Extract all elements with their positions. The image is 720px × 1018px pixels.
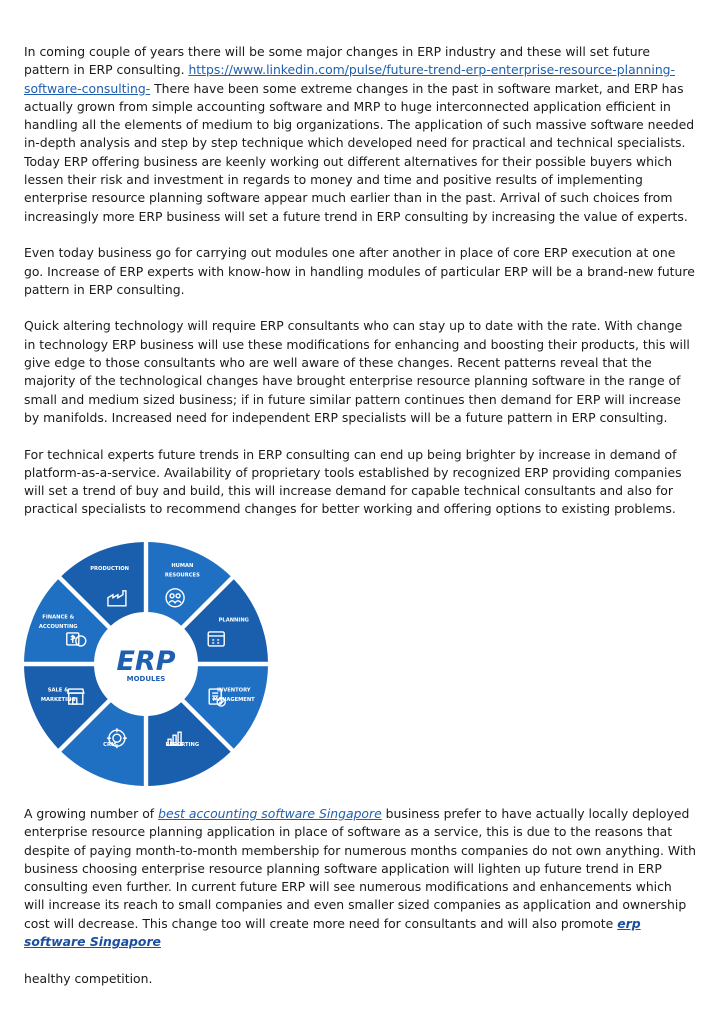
paragraph-1 (24, 43, 696, 226)
paragraph-1-end: There have been some extreme changes in the past in software market, and ERP has actually grown from simple accounting software and MRP to huge interconnected application efficient in handling all the elements of medium to big organizations. The application of such massive software needed in-depth analysis and step by step technique which developed need for practical and technical specialists. Today ERP offering business are keenly working out different alternatives for their possible buyers which lessen their risk and investment in regards to money and time and positive results of implementing enterprise resource planning software appear much earlier than in the past. Arrival of such choices from increasingly more ERP business will set a future trend in ERP consulting by increasing the value of experts. (24, 80, 695, 224)
segment-label: REPORTING (165, 741, 200, 748)
segment-label: PLANNING (218, 617, 249, 624)
segment-label: PRODUCTION (90, 566, 130, 573)
article-body (24, 43, 696, 537)
segment-label: ACCOUNTING (38, 624, 78, 631)
paragraph-3: Quick altering technology will require ERP consultants who can stay up to date with the rate. With change in technology ERP business will use these modifications for enhancing and boosting their products, this will give edge to those consultants who are well aware of these changes. Recent patterns reveal that the majority of the technological changes have brought enterprise resource planning software in the range of small and medium sized business; if in future similar pattern continues then demand for ERP will increase by manifolds. Increased need for independent ERP specialists will be a future pattern in ERP consulting. (24, 318, 690, 425)
paragraph-5-start: A growing number of (24, 806, 159, 821)
center-subtitle: MODULES (126, 675, 166, 683)
center-title: ERP (116, 646, 176, 677)
article-tail (24, 805, 696, 1006)
paragraph-2: Even today business go for carrying out modules one after another in place of core ERP execution at one go. Increase of ERP experts with know-how in handling modules of particular ERP will be a brand-new future pattern in ERP consulting. (24, 245, 695, 297)
segment-label: SALE & (47, 687, 69, 694)
segment-label: RESOURCES (164, 572, 200, 579)
erp-software-link[interactable]: erp software Singapore (24, 915, 641, 950)
paragraph-1-start: In coming couple of years there will be some major changes in ERP industry and these will set future pattern in ERP consulting. (24, 44, 650, 78)
segment-label: FINANCE & (42, 614, 75, 621)
paragraph-6: healthy competition. (24, 970, 153, 986)
linkedin-link[interactable]: https://www.linkedin.com/pulse/future-trend-erp-enterprise-resource-planning-software-consulting- (24, 62, 676, 96)
erp-modules-wheel (22, 540, 270, 788)
paragraph-5-mid: business prefer to have actually locally deployed enterprise resource planning application in place of software as a service, this is due to the reasons that despite of paying month-to-month membership for numerous months companies do not own anything. With business choosing enterprise resource planning software application will lighten up future trend in ERP consulting even further. In current future ERP will see numerous modifications and enhancements which will increase its reach to small companies and even smaller sized companies as application and ownership cost will decrease. This change too will create more need for consultants and will also promote (24, 806, 696, 931)
segment-label: HUMAN (171, 563, 194, 570)
segment-label: MARKETING (40, 696, 76, 703)
accounting-software-link[interactable]: best accounting software Singapore (158, 806, 382, 821)
segment-label: CRM (103, 741, 117, 748)
segment-label: MANAGEMENT (212, 696, 255, 703)
erp-modules-diagram (22, 540, 270, 788)
segment-label: INVENTORY (216, 687, 251, 694)
paragraph-5 (24, 805, 696, 951)
paragraph-4: For technical experts future trends in ERP consulting can end up being brighter by increase in demand of platform-as-a-service. Availability of proprietary tools established by recognized ERP providing companies will set a trend of buy and build, this will increase demand for capable technical consultants and also for practical specialists to recommend changes for better working and offering options to existing problems. (24, 446, 682, 517)
